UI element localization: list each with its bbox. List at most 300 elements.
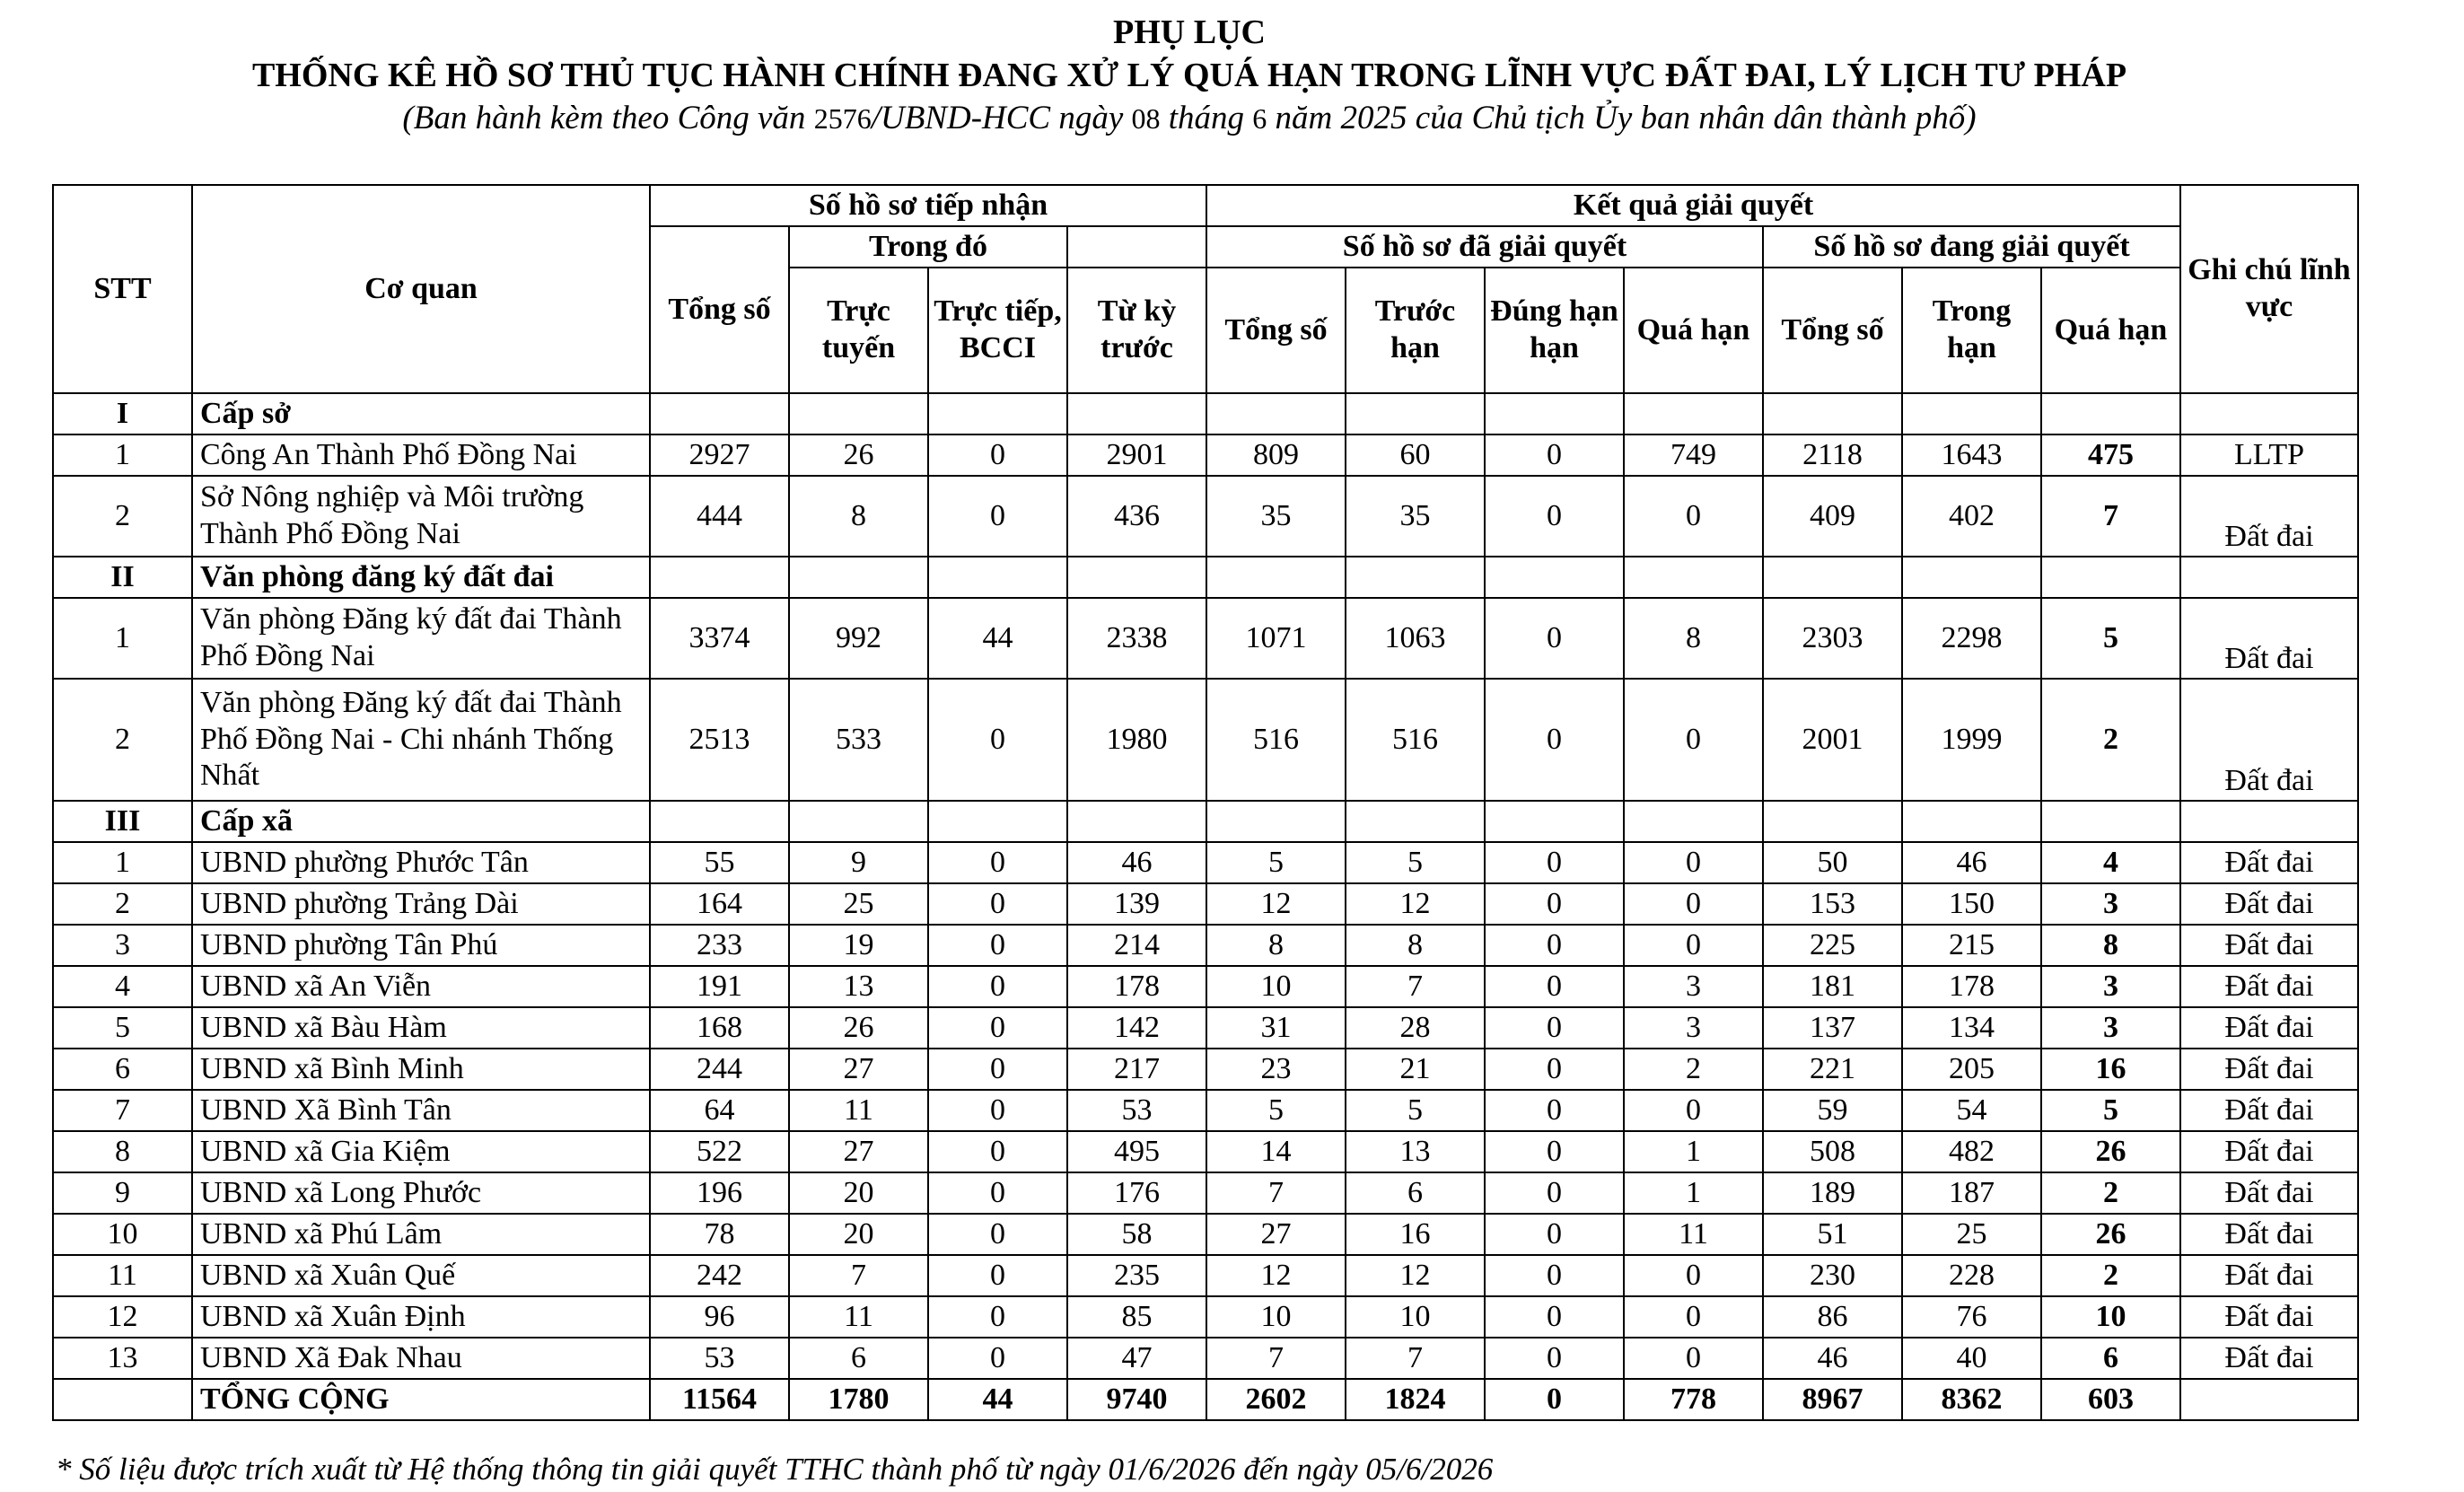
table-row: [53, 1090, 2358, 1131]
table-row: [53, 1172, 2358, 1214]
section-empty-cell: [1763, 801, 1902, 842]
row-value: 0: [1485, 679, 1624, 801]
row-value: 178: [1067, 966, 1206, 1007]
table-header: [53, 185, 2358, 393]
section-name: Cấp sở: [192, 393, 650, 434]
section-name: Văn phòng đăng ký đất đai: [192, 557, 650, 598]
row-agency: UBND xã Long Phước: [192, 1172, 650, 1214]
row-value: 27: [789, 1049, 928, 1090]
row-value: 533: [789, 679, 928, 801]
row-stt: 4: [53, 966, 192, 1007]
row-value: 0: [1624, 1255, 1763, 1296]
row-value: 0: [1485, 842, 1624, 883]
row-value: 495: [1067, 1131, 1206, 1172]
row-value: 20: [789, 1214, 928, 1255]
row-value: 2: [2041, 1255, 2180, 1296]
row-note: Đất đai: [2180, 925, 2358, 966]
row-value: 217: [1067, 1049, 1206, 1090]
row-stt: 1: [53, 598, 192, 679]
section-row: [53, 393, 2358, 434]
row-agency: UBND xã Bàu Hàm: [192, 1007, 650, 1049]
row-value: 0: [1485, 1255, 1624, 1296]
row-value: 85: [1067, 1296, 1206, 1338]
section-empty-cell: [1624, 557, 1763, 598]
section-empty-cell: [650, 801, 789, 842]
row-value: 53: [650, 1338, 789, 1379]
row-value: 5: [1346, 1090, 1485, 1131]
row-value: 51: [1763, 1214, 1902, 1255]
row-value: 1: [1624, 1172, 1763, 1214]
row-value: 0: [928, 1007, 1067, 1049]
row-value: 0: [1485, 598, 1624, 679]
col-resolved-ontime: Đúng hạn hạn: [1485, 268, 1624, 393]
row-value: 0: [928, 925, 1067, 966]
total-empty-cell: [53, 1379, 192, 1420]
row-value: 9: [789, 842, 928, 883]
total-empty-cell: [2180, 1379, 2358, 1420]
row-value: 402: [1902, 476, 2041, 557]
row-value: 1980: [1067, 679, 1206, 801]
row-value: 6: [789, 1338, 928, 1379]
row-agency: UBND Xã Đak Nhau: [192, 1338, 650, 1379]
row-value: 7: [789, 1255, 928, 1296]
table-row: [53, 679, 2358, 801]
row-stt: 6: [53, 1049, 192, 1090]
row-value: 1643: [1902, 434, 2041, 476]
row-stt: 11: [53, 1255, 192, 1296]
doc-number: 2576: [813, 102, 872, 135]
row-value: 6: [2041, 1338, 2180, 1379]
row-value: 0: [1485, 1172, 1624, 1214]
section-empty-cell: [650, 557, 789, 598]
row-value: 176: [1067, 1172, 1206, 1214]
row-value: 0: [928, 1255, 1067, 1296]
row-note: Đất đai: [2180, 883, 2358, 925]
row-value: 26: [2041, 1214, 2180, 1255]
row-value: 233: [650, 925, 789, 966]
table-row: [53, 883, 2358, 925]
section-number: II: [53, 557, 192, 598]
row-value: 25: [1902, 1214, 2041, 1255]
total-value: 11564: [650, 1379, 789, 1420]
page-subtitle: THỐNG KÊ HỒ SƠ THỦ TỤC HÀNH CHÍNH ĐANG XỬ LÝ QUÁ HẠN TRONG LĨNH VỰC ĐẤT ĐAI, LÝ LỊCH TƯ PHÁP: [251, 57, 2127, 94]
col-pending-within: Trong hạn: [1902, 268, 2041, 393]
col-empty: [1067, 226, 1206, 268]
row-value: 10: [1206, 966, 1346, 1007]
row-value: 436: [1067, 476, 1206, 557]
row-value: 0: [1624, 679, 1763, 801]
row-value: 134: [1902, 1007, 2041, 1049]
row-agency: Văn phòng Đăng ký đất đai Thành Phố Đồng Nai - Chi nhánh Thống Nhất: [192, 679, 650, 801]
row-value: 16: [1346, 1214, 1485, 1255]
row-value: 2298: [1902, 598, 2041, 679]
row-value: 225: [1763, 925, 1902, 966]
section-empty-cell: [1346, 557, 1485, 598]
row-value: 178: [1902, 966, 2041, 1007]
row-note: Đất đai: [2180, 1172, 2358, 1214]
row-value: 86: [1763, 1296, 1902, 1338]
row-value: 482: [1902, 1131, 2041, 1172]
row-value: 46: [1763, 1338, 1902, 1379]
row-stt: 1: [53, 842, 192, 883]
row-note: Đất đai: [2180, 476, 2358, 557]
row-value: 64: [650, 1090, 789, 1131]
row-value: 0: [1485, 966, 1624, 1007]
section-empty-cell: [789, 557, 928, 598]
row-value: 40: [1902, 1338, 2041, 1379]
row-value: 244: [650, 1049, 789, 1090]
row-value: 23: [1206, 1049, 1346, 1090]
row-value: 3374: [650, 598, 789, 679]
section-empty-cell: [789, 801, 928, 842]
section-row: [53, 801, 2358, 842]
row-value: 6: [1346, 1172, 1485, 1214]
row-value: 0: [1485, 1007, 1624, 1049]
section-empty-cell: [1067, 393, 1206, 434]
row-value: 46: [1067, 842, 1206, 883]
row-agency: UBND xã Gia Kiệm: [192, 1131, 650, 1172]
row-value: 54: [1902, 1090, 2041, 1131]
row-value: 0: [1485, 1214, 1624, 1255]
row-value: 0: [928, 476, 1067, 557]
row-note: Đất đai: [2180, 1296, 2358, 1338]
row-stt: 10: [53, 1214, 192, 1255]
row-value: 5: [2041, 1090, 2180, 1131]
statistics-table: [52, 184, 2359, 1421]
row-value: 187: [1902, 1172, 2041, 1214]
row-value: 27: [1206, 1214, 1346, 1255]
row-value: 228: [1902, 1255, 2041, 1296]
section-empty-cell: [1485, 801, 1624, 842]
row-value: 0: [928, 966, 1067, 1007]
row-value: 13: [789, 966, 928, 1007]
section-empty-cell: [2180, 393, 2358, 434]
col-group-results: Kết quả giải quyết: [1206, 185, 2180, 226]
row-value: 0: [1485, 883, 1624, 925]
total-value: 778: [1624, 1379, 1763, 1420]
row-value: 26: [789, 1007, 928, 1049]
table-row: [53, 1131, 2358, 1172]
row-value: 0: [1624, 883, 1763, 925]
section-empty-cell: [1067, 801, 1206, 842]
section-name: Cấp xã: [192, 801, 650, 842]
row-note: Đất đai: [2180, 598, 2358, 679]
row-value: 2: [1624, 1049, 1763, 1090]
row-agency: UBND phường Tân Phú: [192, 925, 650, 966]
row-value: 516: [1206, 679, 1346, 801]
section-empty-cell: [1485, 557, 1624, 598]
row-value: 5: [1346, 842, 1485, 883]
total-value: 2602: [1206, 1379, 1346, 1420]
section-empty-cell: [1902, 557, 2041, 598]
row-value: 1063: [1346, 598, 1485, 679]
row-value: 11: [789, 1090, 928, 1131]
row-value: 3: [2041, 966, 2180, 1007]
row-value: 242: [650, 1255, 789, 1296]
section-empty-cell: [1902, 393, 2041, 434]
row-value: 0: [1485, 1338, 1624, 1379]
col-direct: Trực tiếp, BCCI: [928, 268, 1067, 393]
row-value: 0: [928, 842, 1067, 883]
section-empty-cell: [2180, 557, 2358, 598]
col-group-of-which: Trong đó: [789, 226, 1067, 268]
row-value: 0: [928, 1338, 1067, 1379]
row-stt: 13: [53, 1338, 192, 1379]
section-empty-cell: [1206, 393, 1346, 434]
row-value: 50: [1763, 842, 1902, 883]
table-row: [53, 434, 2358, 476]
total-value: 1780: [789, 1379, 928, 1420]
row-agency: UBND xã Phú Lâm: [192, 1214, 650, 1255]
row-stt: 3: [53, 925, 192, 966]
row-value: 10: [1206, 1296, 1346, 1338]
total-value: 9740: [1067, 1379, 1206, 1420]
row-value: 26: [789, 434, 928, 476]
col-pending-overdue: Quá hạn: [2041, 268, 2180, 393]
issuance-note: [0, 99, 2379, 137]
row-value: 0: [1485, 1296, 1624, 1338]
table-row: [53, 1214, 2358, 1255]
table-row: [53, 598, 2358, 679]
row-value: 137: [1763, 1007, 1902, 1049]
col-group-received: Số hồ sơ tiếp nhận: [650, 185, 1206, 226]
row-value: 19: [789, 925, 928, 966]
row-value: 28: [1346, 1007, 1485, 1049]
row-value: 0: [928, 1296, 1067, 1338]
row-value: 0: [1624, 476, 1763, 557]
row-value: 5: [1206, 842, 1346, 883]
row-note: LLTP: [2180, 434, 2358, 476]
row-value: 2001: [1763, 679, 1902, 801]
row-stt: 12: [53, 1296, 192, 1338]
row-value: 8: [1624, 598, 1763, 679]
row-value: 35: [1346, 476, 1485, 557]
row-value: 153: [1763, 883, 1902, 925]
row-note: Đất đai: [2180, 679, 2358, 801]
row-value: 8: [1346, 925, 1485, 966]
row-value: 142: [1067, 1007, 1206, 1049]
section-empty-cell: [928, 393, 1067, 434]
row-agency: UBND xã An Viễn: [192, 966, 650, 1007]
row-note: Đất đai: [2180, 1007, 2358, 1049]
table-row: [53, 1296, 2358, 1338]
row-value: 475: [2041, 434, 2180, 476]
row-stt: 2: [53, 679, 192, 801]
section-empty-cell: [2041, 801, 2180, 842]
row-value: 1999: [1902, 679, 2041, 801]
row-value: 3: [1624, 1007, 1763, 1049]
row-value: 11: [789, 1296, 928, 1338]
issue-day: 08: [1131, 102, 1161, 135]
row-stt: 2: [53, 476, 192, 557]
row-stt: 2: [53, 883, 192, 925]
row-value: 0: [928, 1214, 1067, 1255]
section-number: III: [53, 801, 192, 842]
row-note: Đất đai: [2180, 842, 2358, 883]
col-resolved-early: Trước hạn: [1346, 268, 1485, 393]
row-agency: UBND phường Phước Tân: [192, 842, 650, 883]
row-value: 0: [1624, 1296, 1763, 1338]
row-value: 7: [1346, 966, 1485, 1007]
row-value: 26: [2041, 1131, 2180, 1172]
row-stt: 7: [53, 1090, 192, 1131]
col-note: Ghi chú lĩnh vực: [2180, 185, 2358, 393]
total-value: 44: [928, 1379, 1067, 1420]
row-value: 53: [1067, 1090, 1206, 1131]
row-value: 2927: [650, 434, 789, 476]
section-row: [53, 557, 2358, 598]
row-value: 7: [1206, 1172, 1346, 1214]
issuance-text-2: /UBND-HCC ngày: [871, 100, 1132, 136]
total-value: 8967: [1763, 1379, 1902, 1420]
row-agency: Văn phòng Đăng ký đất đai Thành Phố Đồng Nai: [192, 598, 650, 679]
table-row: [53, 1338, 2358, 1379]
row-value: 150: [1902, 883, 2041, 925]
row-value: 10: [2041, 1296, 2180, 1338]
row-value: 2: [2041, 679, 2180, 801]
row-stt: 9: [53, 1172, 192, 1214]
row-value: 7: [1346, 1338, 1485, 1379]
section-empty-cell: [2041, 393, 2180, 434]
section-empty-cell: [789, 393, 928, 434]
row-agency: UBND phường Trảng Dài: [192, 883, 650, 925]
table-row: [53, 925, 2358, 966]
section-empty-cell: [1206, 557, 1346, 598]
section-empty-cell: [650, 393, 789, 434]
row-value: 27: [789, 1131, 928, 1172]
row-value: 8: [2041, 925, 2180, 966]
row-value: 3: [1624, 966, 1763, 1007]
issue-month: 6: [1252, 102, 1267, 135]
row-value: 78: [650, 1214, 789, 1255]
footnote: * Số liệu được trích xuất từ Hệ thống thông tin giải quyết TTHC thành phố từ ngày 01/6/2026 đến ngày 05/6/2026: [56, 1452, 1494, 1487]
section-empty-cell: [1346, 393, 1485, 434]
section-empty-cell: [1624, 801, 1763, 842]
row-stt: 5: [53, 1007, 192, 1049]
row-value: 3: [2041, 883, 2180, 925]
total-value: 8362: [1902, 1379, 2041, 1420]
row-value: 444: [650, 476, 789, 557]
row-value: 189: [1763, 1172, 1902, 1214]
row-value: 0: [1485, 434, 1624, 476]
section-empty-cell: [2180, 801, 2358, 842]
section-empty-cell: [1067, 557, 1206, 598]
row-value: 13: [1346, 1131, 1485, 1172]
section-empty-cell: [1763, 393, 1902, 434]
row-value: 2901: [1067, 434, 1206, 476]
table-row: [53, 1049, 2358, 1090]
col-online: Trực tuyến: [789, 268, 928, 393]
col-agency: Cơ quan: [192, 185, 650, 393]
row-value: 0: [928, 1090, 1067, 1131]
row-value: 12: [1346, 1255, 1485, 1296]
row-value: 1071: [1206, 598, 1346, 679]
table-body: [53, 393, 2358, 1420]
section-empty-cell: [1206, 801, 1346, 842]
row-value: 0: [928, 434, 1067, 476]
section-empty-cell: [1902, 801, 2041, 842]
row-value: 749: [1624, 434, 1763, 476]
col-resolved-total: Tổng số: [1206, 268, 1346, 393]
col-stt: STT: [53, 185, 192, 393]
row-note: Đất đai: [2180, 1090, 2358, 1131]
total-value: 603: [2041, 1379, 2180, 1420]
row-stt: 1: [53, 434, 192, 476]
row-note: Đất đai: [2180, 1338, 2358, 1379]
row-value: 35: [1206, 476, 1346, 557]
row-note: Đất đai: [2180, 1214, 2358, 1255]
row-value: 20: [789, 1172, 928, 1214]
table-row: [53, 842, 2358, 883]
row-value: 992: [789, 598, 928, 679]
row-value: 25: [789, 883, 928, 925]
row-note: Đất đai: [2180, 1255, 2358, 1296]
row-value: 55: [650, 842, 789, 883]
row-note: Đất đai: [2180, 1131, 2358, 1172]
row-value: 221: [1763, 1049, 1902, 1090]
total-value: 0: [1485, 1379, 1624, 1420]
row-note: Đất đai: [2180, 966, 2358, 1007]
row-value: 47: [1067, 1338, 1206, 1379]
section-empty-cell: [1763, 557, 1902, 598]
row-value: 5: [2041, 598, 2180, 679]
section-empty-cell: [1624, 393, 1763, 434]
row-value: 0: [1624, 925, 1763, 966]
row-value: 58: [1067, 1214, 1206, 1255]
table-row: [53, 1255, 2358, 1296]
col-pending-total: Tổng số: [1763, 268, 1902, 393]
row-value: 196: [650, 1172, 789, 1214]
table-row: [53, 476, 2358, 557]
row-value: 809: [1206, 434, 1346, 476]
row-value: 0: [928, 883, 1067, 925]
row-value: 21: [1346, 1049, 1485, 1090]
row-value: 16: [2041, 1049, 2180, 1090]
row-value: 1: [1624, 1131, 1763, 1172]
row-value: 0: [1485, 1131, 1624, 1172]
total-row: [53, 1379, 2358, 1420]
col-group-pending: Số hồ sơ đang giải quyết: [1763, 226, 2180, 268]
row-value: 0: [1624, 842, 1763, 883]
row-value: 2513: [650, 679, 789, 801]
row-value: 215: [1902, 925, 2041, 966]
row-value: 508: [1763, 1131, 1902, 1172]
row-agency: Công An Thành Phố Đồng Nai: [192, 434, 650, 476]
row-value: 0: [928, 1131, 1067, 1172]
row-value: 0: [1485, 476, 1624, 557]
row-value: 0: [928, 1049, 1067, 1090]
row-agency: Sở Nông nghiệp và Môi trường Thành Phố Đồng Nai: [192, 476, 650, 557]
section-empty-cell: [2041, 557, 2180, 598]
row-value: 191: [650, 966, 789, 1007]
col-previous: Từ kỳ trước: [1067, 268, 1206, 393]
row-value: 4: [2041, 842, 2180, 883]
row-value: 0: [928, 679, 1067, 801]
section-empty-cell: [928, 557, 1067, 598]
section-empty-cell: [1346, 801, 1485, 842]
row-value: 12: [1346, 883, 1485, 925]
issuance-text-3: tháng: [1160, 100, 1253, 136]
row-value: 5: [1206, 1090, 1346, 1131]
row-value: 181: [1763, 966, 1902, 1007]
row-agency: UBND xã Bình Minh: [192, 1049, 650, 1090]
row-note: Đất đai: [2180, 1049, 2358, 1090]
row-value: 168: [650, 1007, 789, 1049]
table-row: [53, 1007, 2358, 1049]
issuance-text-4: năm 2025 của Chủ tịch Ủy ban nhân dân thành phố): [1267, 100, 1977, 136]
col-received-total: Tổng số: [650, 226, 789, 393]
section-empty-cell: [928, 801, 1067, 842]
